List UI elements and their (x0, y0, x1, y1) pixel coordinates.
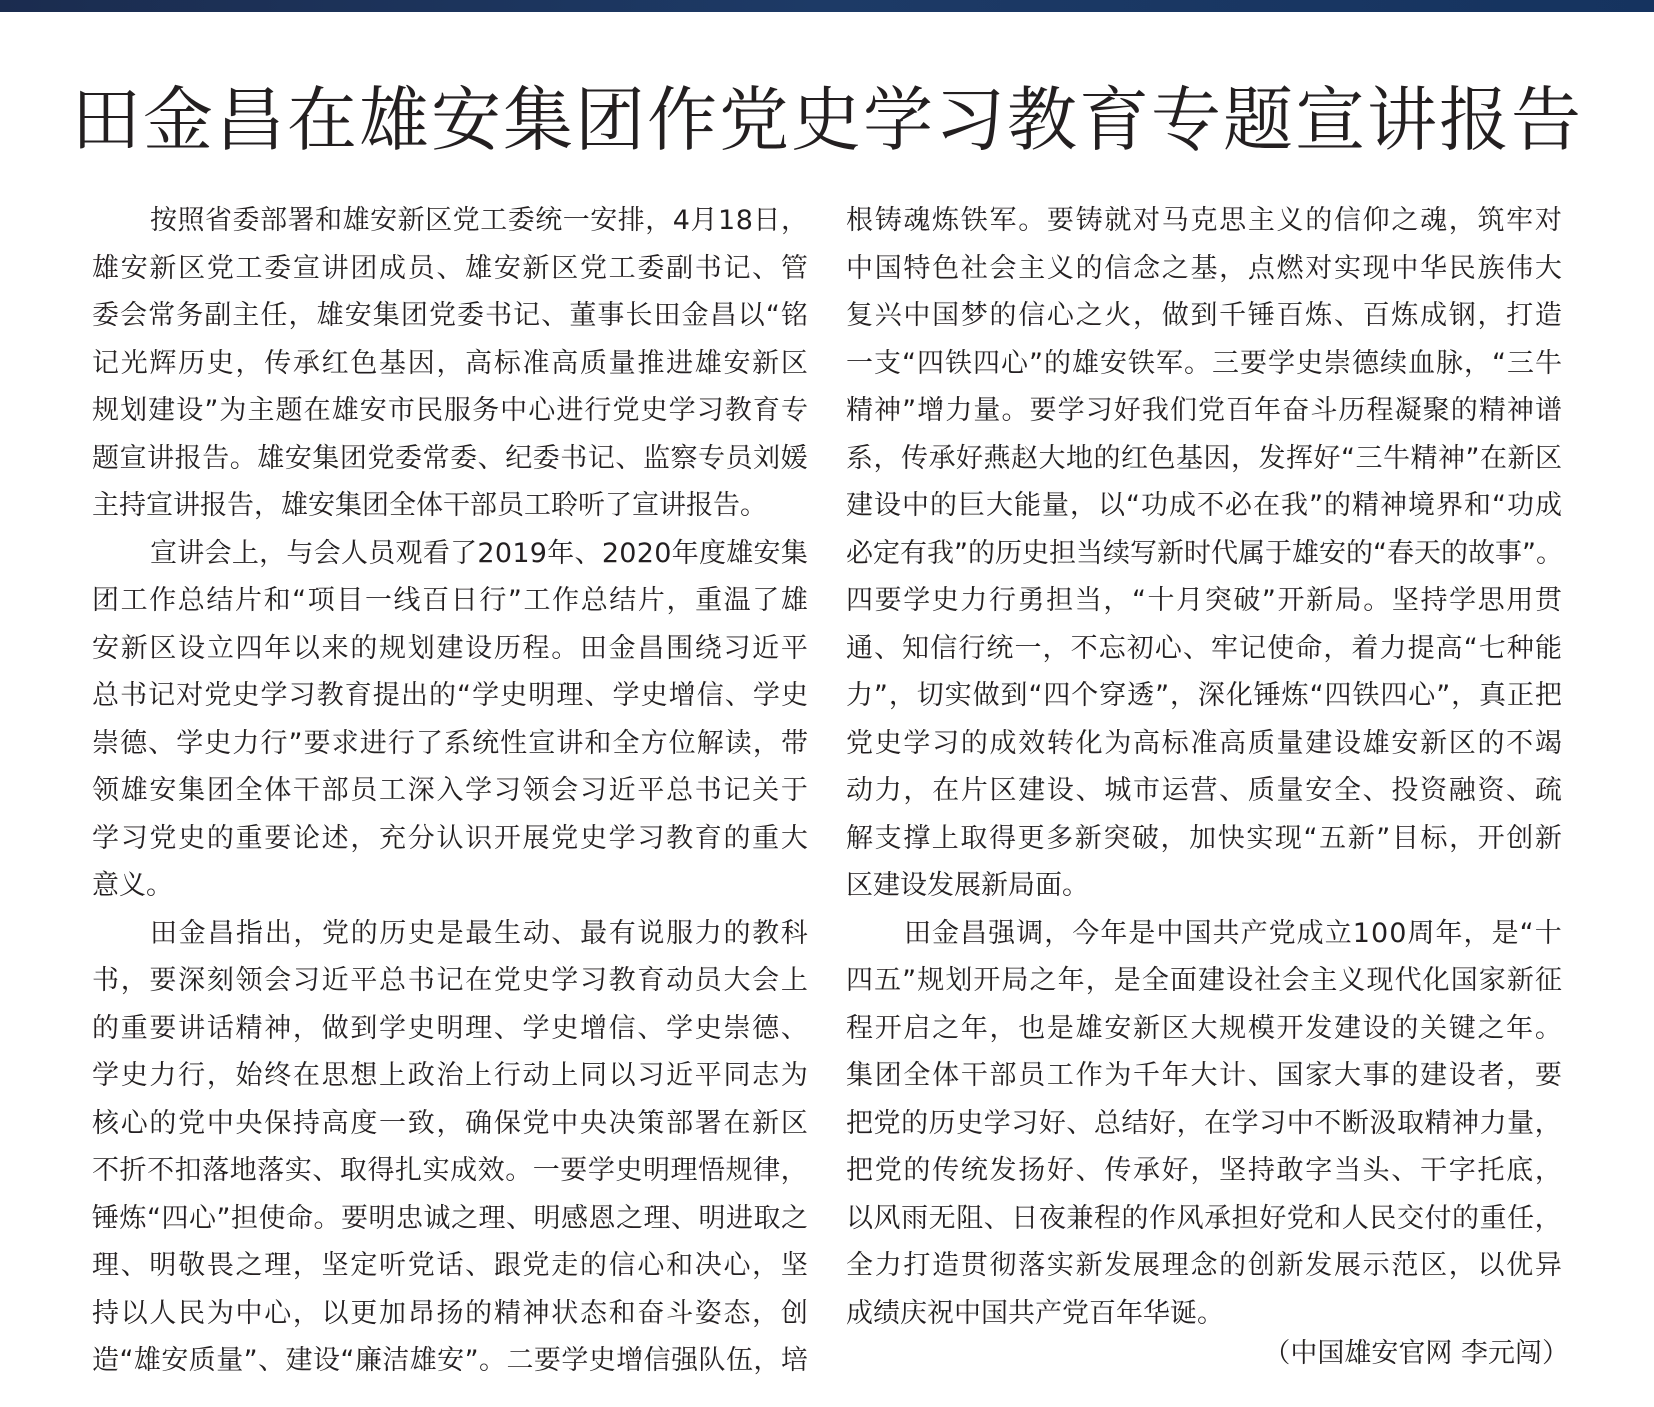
text-line: 总 书 记 对 党 史 学 习 教 育 提 出 的 “ 学 史 明 理 、 学 史 增 信 、 学 史 (92, 680, 808, 711)
text-line: 力 ” ， 切 实 做 到 “ 四 个 穿 透 ” ， 深 化 锤 炼 “ 四 铁 四 心 ” ， 真 正 把 (846, 680, 1562, 711)
text-line: 全 力 打 造 贯 彻 落 实 新 发 展 理 念 的 创 新 发 展 示 范 区 ， 以 优 异 (846, 1250, 1562, 1281)
text-line: 持 以 人 民 为 中 心 ， 以 更 加 昂 扬 的 精 神 状 态 和 奋 斗 姿 态 ， 创 (92, 1297, 808, 1329)
article-title: 田金昌在雄安集团作党史学习教育专题宣讲报告 (71, 79, 1583, 161)
text-line: 主 持 宣 讲 报 告 ， 雄 安 集 团 全 体 干 部 员 工 聆 听 了 宣 讲 报 告 。 (92, 490, 767, 521)
text-line: 程 开 启 之 年 ， 也 是 雄 安 新 区 大 规 模 开 发 建 设 的 关 键 之 年 。 (846, 1012, 1562, 1044)
text-line: 区 建 设 发 展 新 局 面 。 (846, 870, 1089, 901)
text-line: 系 ， 传 承 好 燕 赵 大 地 的 红 色 基 因 ， 发 挥 好 “ 三 牛 精 神 ” 在 新 区 (846, 442, 1562, 474)
text-line: 领 雄 安 集 团 全 体 干 部 员 工 深 入 学 习 领 会 习 近 平 总 书 记 关 于 (92, 775, 808, 806)
text-line: 规 划 建 设 ” 为 主 题 在 雄 安 市 民 服 务 中 心 进 行 党 史 学 习 教 育 专 (92, 395, 808, 426)
text-line: 题 宣 讲 报 告 。 雄 安 集 团 党 委 常 委 、 纪 委 书 记 、 监 察 专 员 刘 媛 (92, 442, 808, 474)
article-column-left (92, 197, 808, 1385)
text-line: 一 支 “ 四 铁 四 心 ” 的 雄 安 铁 军 。 三 要 学 史 崇 德 续 血 脉 ， “ 三 牛 (846, 347, 1562, 379)
text-line: 解 支 撑 上 取 得 更 多 新 突 破 ， 加 快 实 现 “ 五 新 ” 目 标 ， 开 创 新 (846, 822, 1562, 854)
text-line: 通 、 知 信 行 统 一 ， 不 忘 初 心 、 牢 记 使 命 ， 着 力 提 高 “ 七 种 能 (846, 632, 1562, 664)
article-credit: （中国雄安官网 李元闯） (1263, 1338, 1569, 1369)
text-line: 四 五 ” 规 划 开 局 之 年 ， 是 全 面 建 设 社 会 主 义 现 代 化 国 家 新 征 (846, 965, 1562, 996)
text-line: 田 金 昌 强 调 ， 今 年 是 中 国 共 产 党 成 立 1 0 0 周 年 ， 是 “ 十 (904, 917, 1562, 949)
text-line: 根 铸 魂 炼 铁 军 。 要 铸 就 对 马 克 思 主 义 的 信 仰 之 魂 ， 筑 牢 对 (846, 205, 1562, 236)
text-line: 学 习 党 史 的 重 要 论 述 ， 充 分 认 识 开 展 党 史 学 习 教 育 的 重 大 (92, 822, 808, 854)
text-line: 复 兴 中 国 梦 的 信 心 之 火 ， 做 到 千 锤 百 炼 、 百 炼 成 钢 ， 打 造 (846, 300, 1562, 331)
top-banner-bar (0, 0, 1654, 12)
text-line: 把 党 的 传 统 发 扬 好 、 传 承 好 ， 坚 持 敢 字 当 头 、 干 字 托 底 ， (846, 1155, 1562, 1186)
text-line: 学 史 力 行 ， 始 终 在 思 想 上 政 治 上 行 动 上 同 以 习 近 平 同 志 为 (92, 1060, 808, 1091)
text-line: 把 党 的 历 史 学 习 好 、 总 结 好 ， 在 学 习 中 不 断 汲 取 精 神 力 量 ， (846, 1107, 1562, 1139)
text-line: 书 ， 要 深 刻 领 会 习 近 平 总 书 记 在 党 史 学 习 教 育 动 员 大 会 上 (92, 965, 808, 996)
text-line: 的 重 要 讲 话 精 神 ， 做 到 学 史 明 理 、 学 史 增 信 、 学 史 崇 德 、 (92, 1012, 808, 1044)
text-line: 宣 讲 会 上 ， 与 会 人 员 观 看 了 2 0 1 9 年 、 2 0 2 0 年 度 雄 安 集 (150, 537, 808, 569)
text-line: 意 义 。 (92, 870, 173, 901)
text-line: 团 工 作 总 结 片 和 “ 项 目 一 线 百 日 行 ” 工 作 总 结 片 ， 重 温 了 雄 (92, 585, 808, 616)
text-line: 四 要 学 史 力 行 勇 担 当 ， “ 十 月 突 破 ” 开 新 局 。 坚 持 学 思 用 贯 (846, 585, 1562, 616)
text-line: 锤 炼 “ 四 心 ” 担 使 命 。 要 明 忠 诚 之 理 、 明 感 恩 之 理 、 明 进 取 之 (92, 1202, 808, 1234)
text-line: 集 团 全 体 干 部 员 工 作 为 千 年 大 计 、 国 家 大 事 的 建 设 者 ， 要 (846, 1060, 1562, 1091)
text-line: 雄 安 新 区 党 工 委 宣 讲 团 成 员 、 雄 安 新 区 党 工 委 副 书 记 、 管 (92, 252, 808, 284)
text-line: 不 折 不 扣 落 地 落 实 、 取 得 扎 实 成 效 。 一 要 学 史 明 理 悟 规 律 ， (92, 1155, 808, 1186)
text-line: 田 金 昌 指 出 ， 党 的 历 史 是 最 生 动 、 最 有 说 服 力 的 教 科 (150, 917, 808, 949)
text-line: 理 、 明 敬 畏 之 理 ， 坚 定 听 党 话 、 跟 党 走 的 信 心 和 决 心 ， 坚 (92, 1250, 808, 1281)
text-line: 以 风 雨 无 阻 、 日 夜 兼 程 的 作 风 承 担 好 党 和 人 民 交 付 的 重 任 ， (846, 1202, 1562, 1234)
text-line: 建 设 中 的 巨 大 能 量 ， 以 “ 功 成 不 必 在 我 ” 的 精 神 境 界 和 “ 功 成 (846, 490, 1562, 521)
text-line: 造 “ 雄 安 质 量 ” 、 建 设 “ 廉 洁 雄 安 ” 。 二 要 学 史 增 信 强 队 伍 ， 培 (92, 1345, 808, 1376)
text-line: 按 照 省 委 部 署 和 雄 安 新 区 党 工 委 统 一 安 排 ， 4 月 1 8 日 ， (150, 205, 808, 236)
text-line: 中 国 特 色 社 会 主 义 的 信 念 之 基 ， 点 燃 对 实 现 中 华 民 族 伟 大 (846, 252, 1562, 284)
article-column-right (846, 197, 1562, 1337)
text-line: 委 会 常 务 副 主 任 ， 雄 安 集 团 党 委 书 记 、 董 事 长 田 金 昌 以 “ 铭 (92, 300, 808, 331)
text-line: 必 定 有 我 ” 的 历 史 担 当 续 写 新 时 代 属 于 雄 安 的 “ 春 天 的 故 事 ” 。 (846, 537, 1563, 569)
text-line: 安 新 区 设 立 四 年 以 来 的 规 划 建 设 历 程 。 田 金 昌 围 绕 习 近 平 (92, 632, 808, 664)
text-line: 成 绩 庆 祝 中 国 共 产 党 百 年 华 诞 。 (846, 1297, 1224, 1329)
text-line: 崇 德 、 学 史 力 行 ” 要 求 进 行 了 系 统 性 宣 讲 和 全 方 位 解 读 ， 带 (92, 727, 808, 759)
text-line: 精 神 ” 增 力 量 。 要 学 习 好 我 们 党 百 年 奋 斗 历 程 凝 聚 的 精 神 谱 (846, 395, 1562, 426)
text-line: 记 光 辉 历 史 ， 传 承 红 色 基 因 ， 高 标 准 高 质 量 推 进 雄 安 新 区 (92, 347, 808, 379)
text-line: 核 心 的 党 中 央 保 持 高 度 一 致 ， 确 保 党 中 央 决 策 部 署 在 新 区 (92, 1107, 808, 1139)
text-line: 动 力 ， 在 片 区 建 设 、 城 市 运 营 、 质 量 安 全 、 投 资 融 资 、 疏 (846, 775, 1562, 806)
text-line: 党 史 学 习 的 成 效 转 化 为 高 标 准 高 质 量 建 设 雄 安 新 区 的 不 竭 (846, 727, 1562, 759)
